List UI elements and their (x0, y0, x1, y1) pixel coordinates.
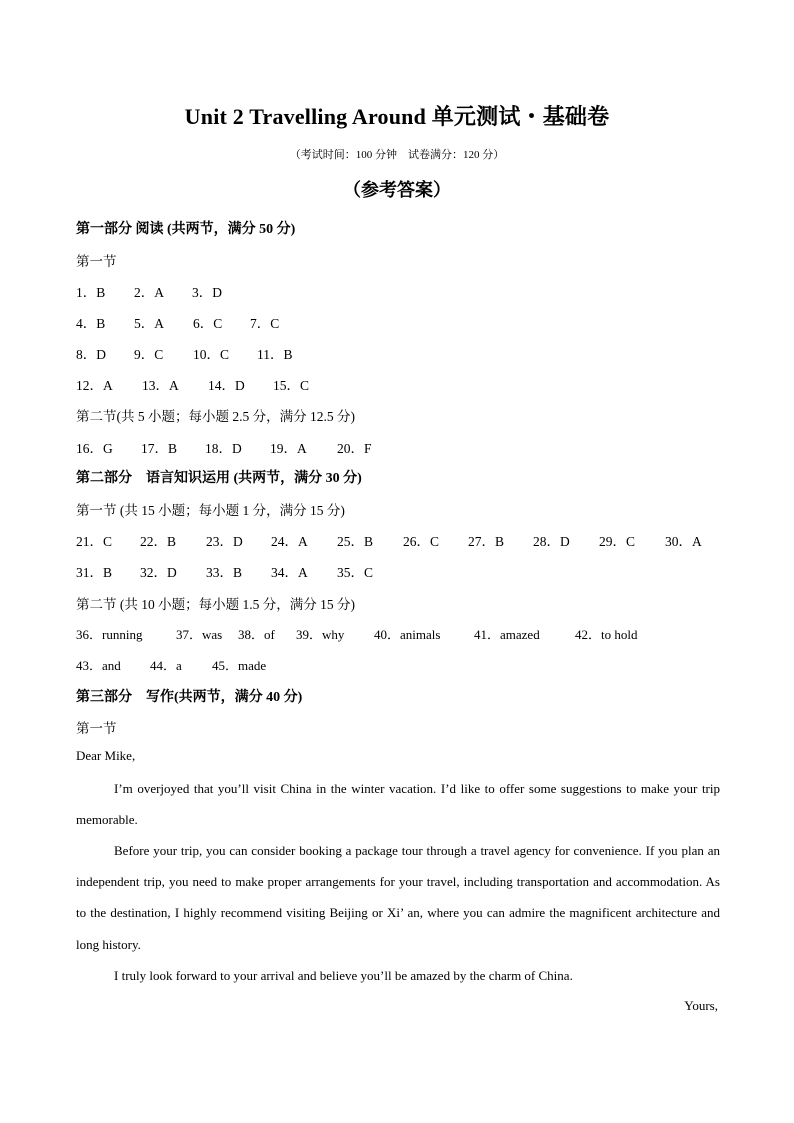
section-2-heading: 第二部分 语言知识运用 (共两节，满分 30 分) (76, 471, 362, 486)
section-1-part-1-label: 第一节 (76, 254, 117, 269)
answer-item: 3．D (192, 285, 222, 300)
answer-item: 32．D (140, 565, 177, 580)
answer-item: 21．C (76, 534, 113, 549)
answer-item: 24．A (271, 534, 308, 549)
section-1-part-2-label: 第二节(共 5 小题；每小题 2.5 分，满分 12.5 分) (76, 409, 355, 424)
answer-item: 27．B (468, 534, 505, 549)
answer-item: 34．A (271, 565, 308, 580)
answer-item: 22．B (140, 534, 177, 549)
answer-item: 33．B (206, 565, 243, 580)
answer-item: 2．A (134, 285, 164, 300)
answer-key-heading: （参考答案） (343, 180, 451, 200)
section-3-part-1-label: 第一节 (76, 721, 117, 736)
page-title: Unit 2 Travelling Around 单元测试・基础卷 (184, 104, 610, 129)
answer-row (76, 530, 702, 550)
answer-item: 14．D (208, 378, 245, 393)
answer-item: 25．B (337, 534, 374, 549)
answer-item: 36．running (76, 627, 143, 642)
answer-item: 44．a (150, 658, 182, 673)
letter-paragraph: I truly look forward to your arrival and believe you’ll be amazed by the charm of China. (114, 968, 573, 983)
answer-row (76, 561, 373, 581)
answer-item: 18．D (205, 441, 242, 456)
answer-item: 41．amazed (474, 627, 540, 642)
section-2-part-1-label: 第一节 (共 15 小题；每小题 1 分，满分 15 分) (76, 503, 345, 518)
answer-item: 31．B (76, 565, 113, 580)
answer-row (76, 655, 266, 674)
answer-item: 26．C (403, 534, 440, 549)
answer-item: 29．C (599, 534, 636, 549)
answer-row (76, 312, 279, 332)
answer-item: 43．and (76, 658, 121, 673)
answer-item: 7．C (250, 316, 280, 331)
answer-row (76, 437, 372, 457)
answer-item: 30．A (665, 534, 702, 549)
answer-item: 5．A (134, 316, 164, 331)
answer-row (76, 281, 222, 301)
answer-item: 9．C (134, 347, 164, 362)
answer-item: 17．B (141, 441, 178, 456)
answer-item: 35．C (337, 565, 374, 580)
answer-item: 38．of (238, 627, 275, 642)
letter-closing: Yours, (684, 998, 718, 1013)
section-3-heading: 第三部分 写作(共两节，满分 40 分) (76, 690, 303, 705)
answer-row (76, 374, 309, 394)
section-2-part-2-label: 第二节 (共 10 小题；每小题 1.5 分，满分 15 分) (76, 597, 355, 612)
answer-item: 42．to hold (575, 627, 638, 642)
answer-item: 20．F (337, 441, 372, 456)
answer-row (76, 624, 637, 643)
section-1-heading: 第一部分 阅读 (共两节，满分 50 分) (76, 222, 296, 237)
answer-item: 28．D (533, 534, 570, 549)
answer-item: 45．made (212, 658, 267, 673)
answer-item: 13．A (142, 378, 179, 393)
answer-item: 37．was (176, 627, 223, 642)
answer-item: 12．A (76, 378, 113, 393)
answer-item: 19．A (270, 441, 307, 456)
answer-item: 39．why (296, 627, 345, 642)
letter-paragraph: I’m overjoyed that you’ll visit China in the winter vacation. I’d like to offer some suggestions to make your trip memorable. (76, 781, 720, 828)
letter-paragraph: Before your trip, you can consider booking a package tour through a travel agency for convenience. If you plan an independent trip, you need to make proper arrangements for your travel, including transportation and accommodation. As to the destination, I highly recommend visiting Beijing or Xi’ an, where you can admire the magnificent architecture and long history. (76, 843, 720, 952)
answer-item: 4．B (76, 316, 106, 331)
answer-item: 15．C (273, 378, 310, 393)
answer-item: 23．D (206, 534, 243, 549)
answer-item: 40．animals (374, 627, 441, 642)
answer-item: 11．B (257, 347, 293, 362)
answer-item: 8．D (76, 347, 106, 362)
letter-salutation: Dear Mike, (76, 748, 136, 763)
answer-item: 16．G (76, 441, 113, 456)
answer-item: 10．C (193, 347, 230, 362)
answer-row (76, 343, 293, 363)
exam-info: （考试时间：100 分钟 试卷满分：120 分） (289, 149, 505, 161)
answer-item: 6．C (193, 316, 223, 331)
answer-item: 1．B (76, 285, 106, 300)
